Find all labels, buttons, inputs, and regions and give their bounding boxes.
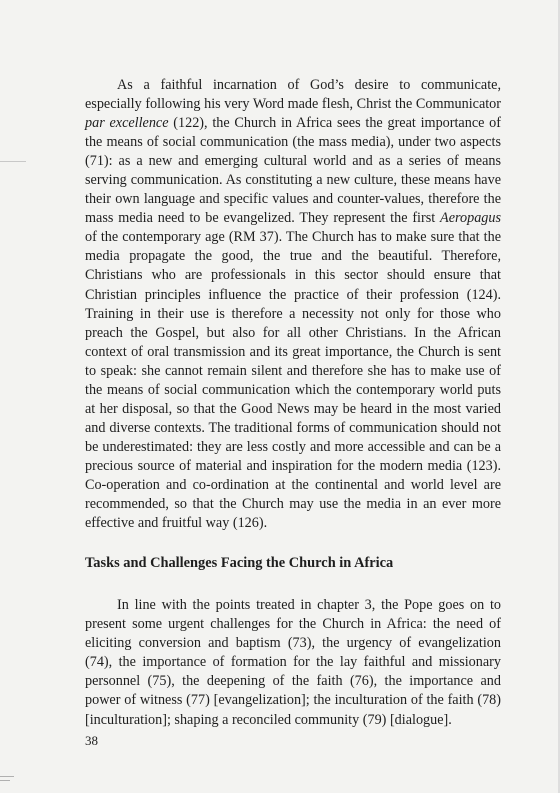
paragraph-text: (122), the Church in Africa sees the great importance of the means of social communication (the mass media), under two aspects (71): as a new and emerging cultural world and as a series of means serving communication. As constituting a new culture, these means have their own language and specific values and counter-values, therefore the mass media need to be evangelized. They represent the first	[85, 115, 501, 227]
scan-edge-mark	[0, 780, 10, 781]
paragraph-text: of the contemporary age (RM 37). The Church has to make sure that the media propagate the good, the true and the beautiful. Therefore, Christians who are professionals in this sector should ensure that Christian principles influence the practice of their profession (124). Training in their use is therefore a necessity not only for those who preach the Gospel, but also for all other Christians. In the African context of oral transmission and its great importance, the Church is sent to speak: she cannot remain silent and therefore she has to make use of the means of social communication which the contemporary world puts at her disposal, so that the Good News may be heard in the most varied and diverse contexts. The traditional forms of communication should not be underestimated: they are less costly and more accessible and can be a precious source of material and inspiration for the modern media (123). Co-operation and co-ordination at the continental and world level are recommended, so that the Church may use the media in an ever more effective and fruitful way (126).	[85, 229, 501, 532]
margin-mark	[0, 161, 26, 162]
paragraph-text: As a faithful incarnation of God’s desire to communicate, especially following his very Word made flesh, Christ the Communicator	[85, 77, 501, 113]
body-text	[85, 596, 501, 730]
paragraph	[85, 76, 501, 533]
page-number: 38	[85, 733, 98, 748]
italic-phrase: Aeropagus	[440, 210, 501, 227]
paragraph: In line with the points treated in chapter 3, the Pope goes on to present some urgent challenges for the Church in Africa: the need of eliciting conversion and baptism (73), the urgency of evangelization (74), the importance of formation for the lay faithful and missionary personnel (75), the deepening of the faith (76), the importance and power of witness (77) [evangelization]; the inculturation of the faith (78) [inculturation]; shaping a reconciled community (79) [dialogue].	[85, 597, 501, 728]
italic-phrase: par excellence	[85, 115, 169, 132]
section-heading: Tasks and Challenges Facing the Church in Africa	[85, 555, 394, 571]
body-text	[85, 76, 501, 533]
scan-edge-mark	[0, 776, 14, 777]
